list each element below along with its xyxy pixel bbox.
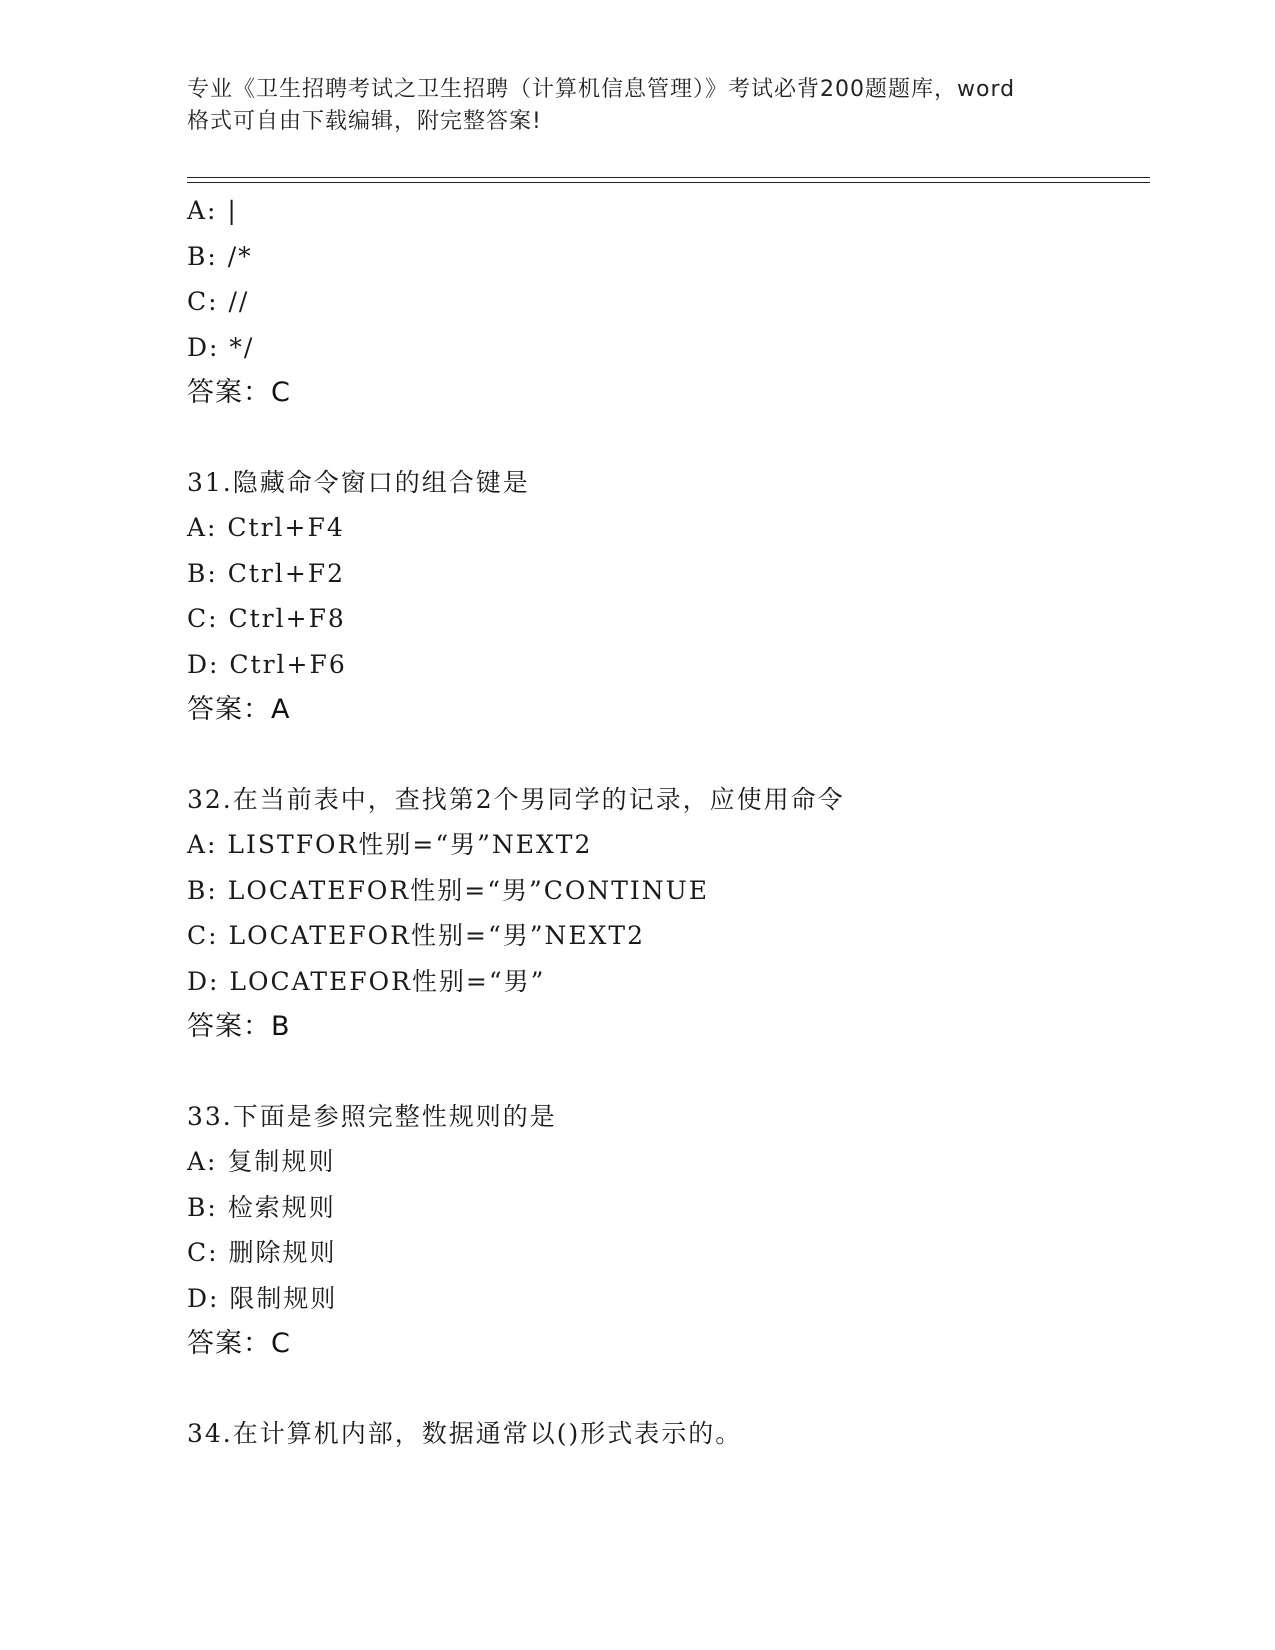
question-content	[187, 188, 1137, 1456]
option-b: B: LOCATEFOR性别=“男”CONTINUE	[187, 875, 709, 905]
option-c: C: LOCATEFOR性别=“男”NEXT2	[187, 921, 646, 950]
option-d: D: LOCATEFOR性别=“男”	[187, 966, 546, 996]
answer-label: 答案：C	[187, 1328, 291, 1359]
option-c: C: //	[187, 287, 250, 316]
question-text: 34.在计算机内部，数据通常以()形式表示的。	[187, 1418, 743, 1448]
option-a: A: LISTFOR性别=“男”NEXT2	[187, 830, 593, 859]
header-title-line1: 专业《卫生招聘考试之卫生招聘（计算机信息管理）》考试必背200题题库，word	[187, 77, 1016, 102]
header-divider-top	[187, 177, 1150, 178]
option-d: D: */	[187, 332, 255, 362]
question-text: 33.下面是参照完整性规则的是	[187, 1101, 557, 1131]
answer-label: 答案：A	[187, 694, 291, 725]
option-a: A: |	[187, 196, 238, 225]
question-text: 32.在当前表中，查找第2个男同学的记录，应使用命令	[187, 784, 845, 814]
option-c: C: 删除规则	[187, 1238, 337, 1267]
option-b: B: 检索规则	[187, 1192, 336, 1222]
answer-label: 答案：B	[187, 1011, 291, 1042]
document-header	[187, 74, 1087, 138]
question-block-31	[187, 460, 1137, 733]
question-block-33	[187, 1094, 1137, 1367]
question-text: 31.隐藏命令窗口的组合键是	[187, 467, 530, 497]
header-title-line2: 格式可自由下载编辑，附完整答案!	[187, 109, 542, 134]
option-c: C: Ctrl+F8	[187, 604, 346, 633]
question-block-34	[187, 1411, 1137, 1457]
question-block-32	[187, 777, 1137, 1050]
option-d: D: 限制规则	[187, 1283, 338, 1313]
option-a: A: 复制规则	[187, 1147, 336, 1176]
option-b: B: /*	[187, 241, 253, 271]
prev-question-block	[187, 188, 1137, 416]
answer-label: 答案：C	[187, 377, 291, 408]
option-b: B: Ctrl+F2	[187, 558, 346, 588]
header-divider-bottom	[187, 182, 1150, 183]
option-a: A: Ctrl+F4	[187, 513, 345, 542]
option-d: D: Ctrl+F6	[187, 649, 347, 679]
